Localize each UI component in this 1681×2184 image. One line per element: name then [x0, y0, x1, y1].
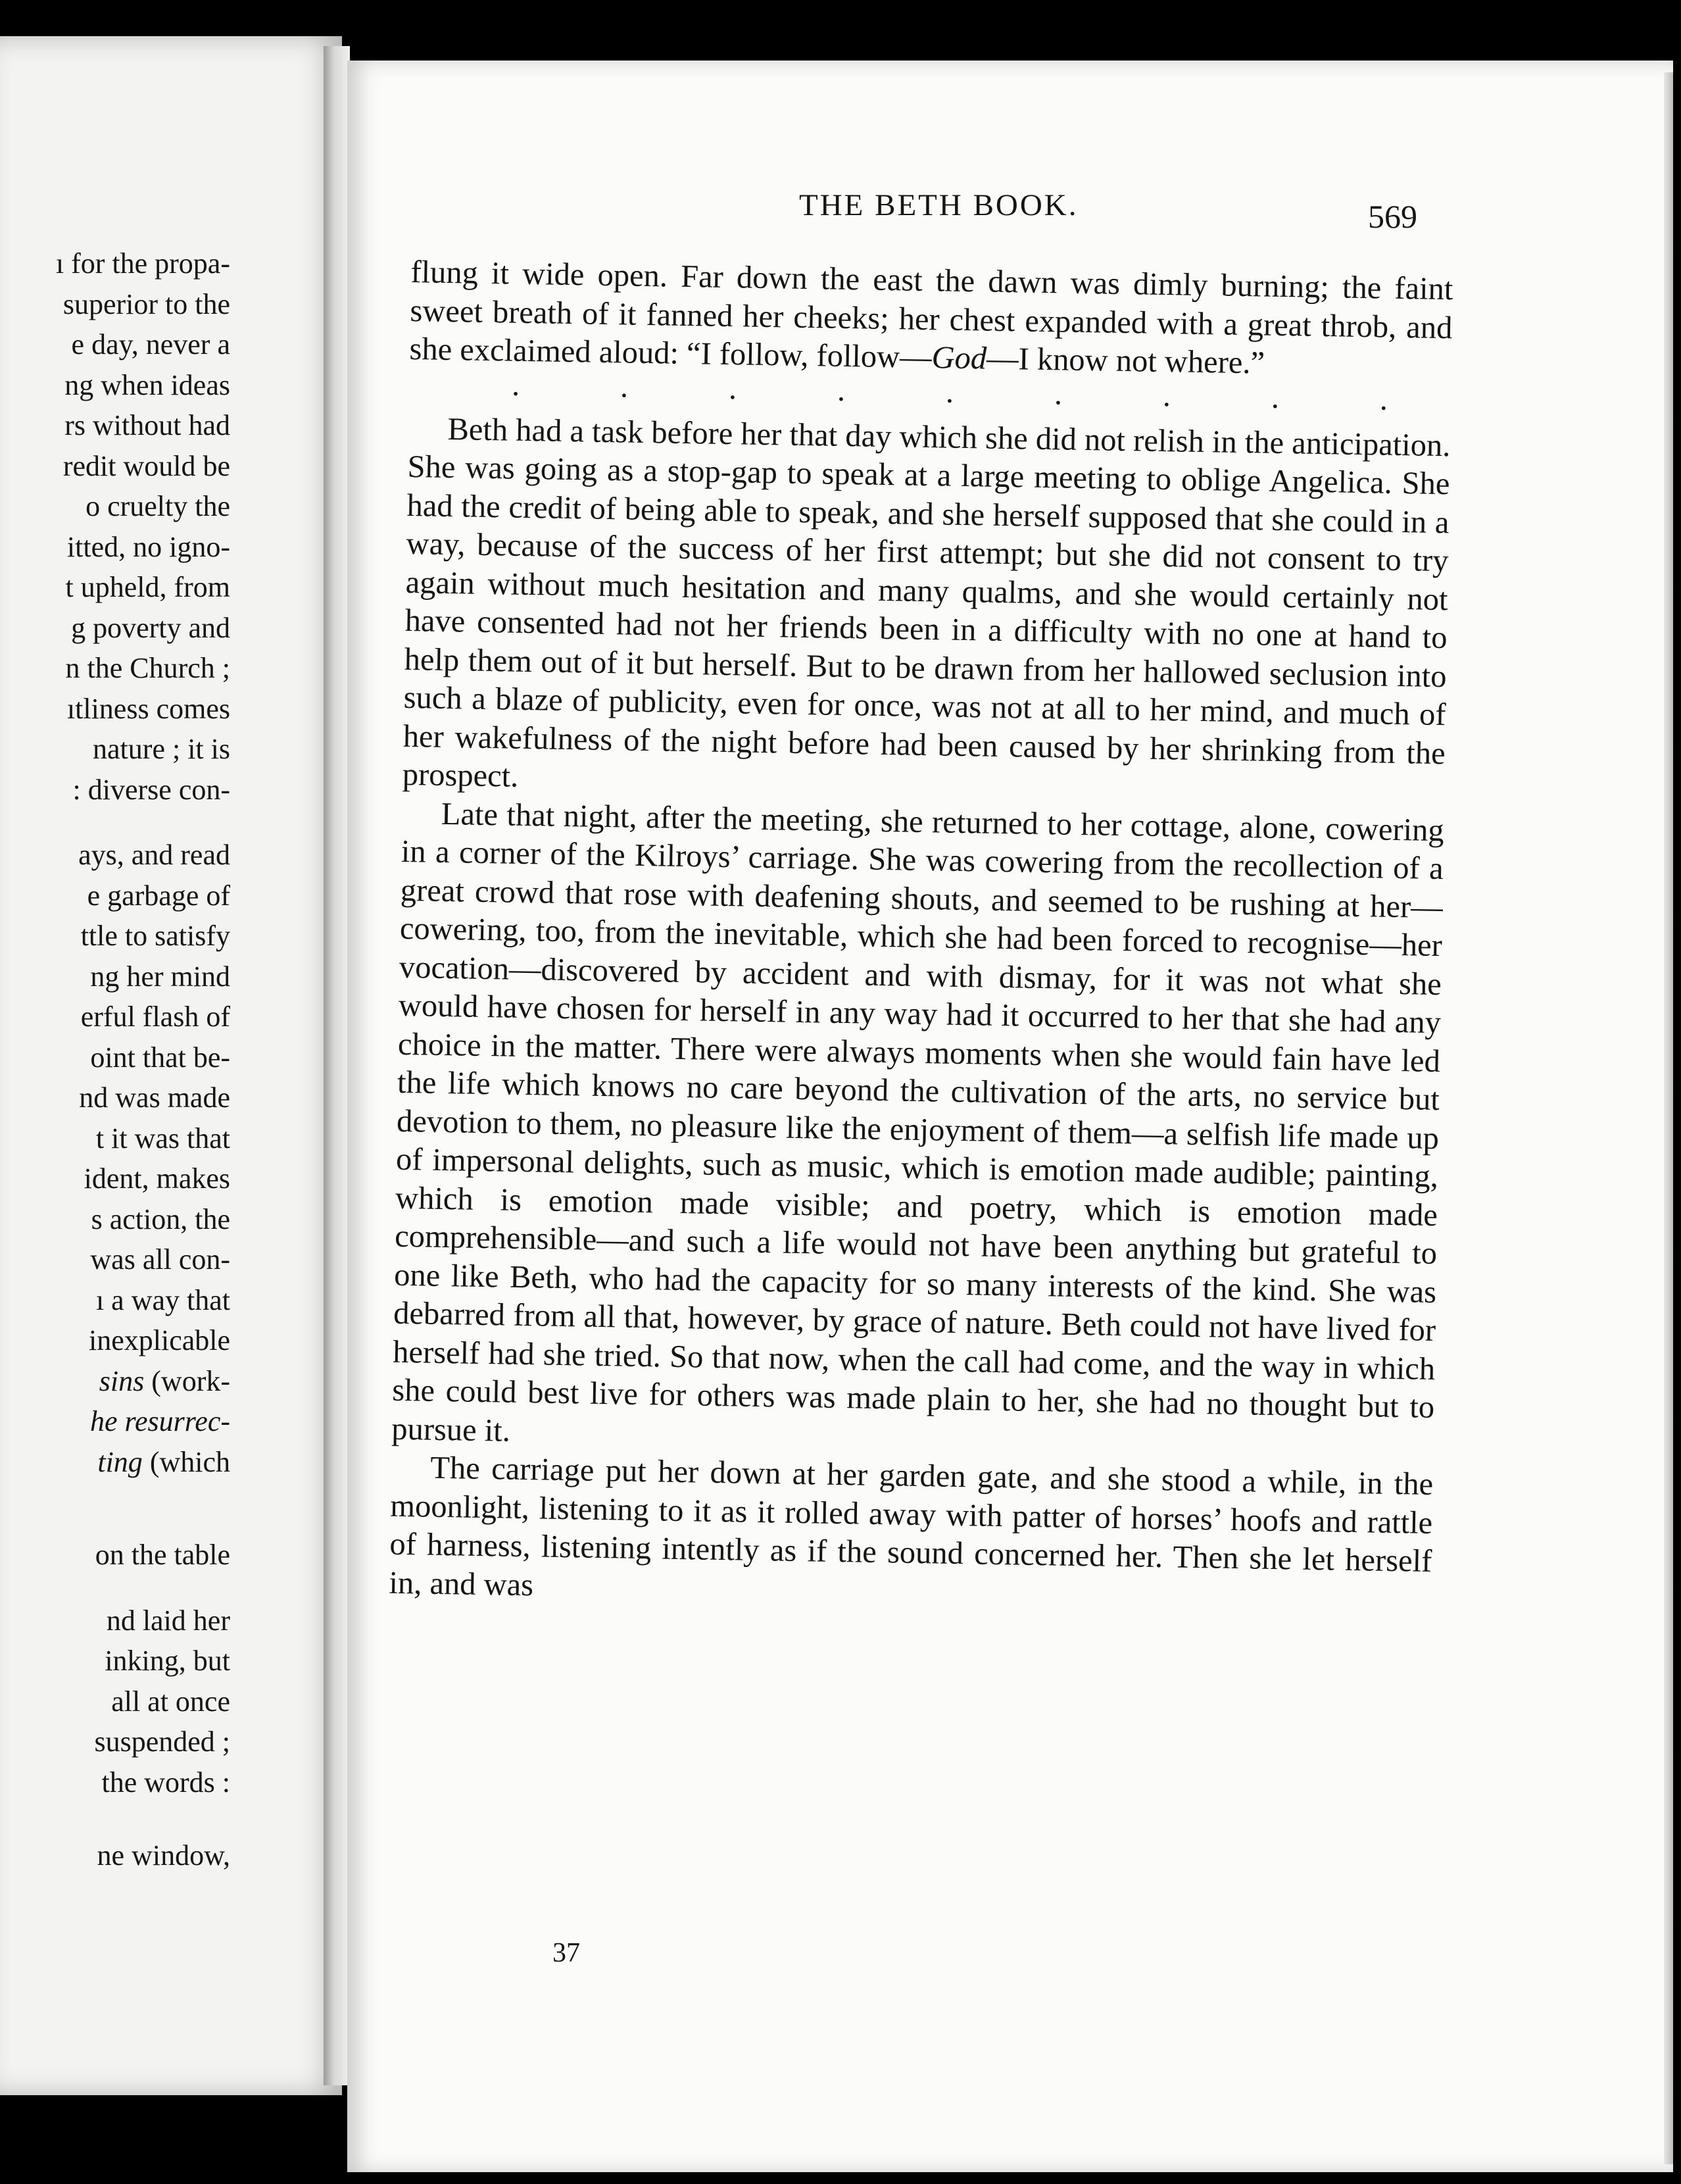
break-dot: . [945, 374, 954, 410]
left-line: inexplicable [88, 1324, 230, 1356]
paragraph-1-italic: God [931, 340, 987, 376]
break-dot: . [620, 368, 629, 404]
left-line: ting (which [97, 1445, 230, 1478]
left-line: nd was made [79, 1081, 230, 1114]
italic-word: sins [99, 1364, 145, 1397]
left-line: ı a way that [95, 1283, 230, 1316]
left-line: t it was that [95, 1122, 230, 1154]
left-line: erful flash of [80, 1001, 230, 1033]
left-line: t upheld, from [65, 571, 230, 603]
left-line: itted, no igno- [66, 530, 230, 563]
left-line [0, 1401, 230, 1442]
book-gutter [324, 46, 350, 2085]
break-dot: . [511, 367, 520, 403]
break-dot: . [837, 372, 846, 408]
left-line: all at once [111, 1685, 230, 1718]
left-line: ne window, [97, 1839, 230, 1872]
left-line: on the table [95, 1539, 230, 1571]
break-dot: . [1379, 381, 1388, 417]
left-line: inking, but [105, 1645, 230, 1677]
paragraph-gap [0, 810, 230, 835]
left-line: g poverty and [71, 611, 230, 644]
page-number: 569 [1368, 198, 1417, 235]
left-line: rs without had [64, 409, 230, 441]
left-line: : diverse con- [72, 773, 230, 806]
left-line: oint that be- [90, 1041, 230, 1074]
paragraph-1-tail: —I know not where.” [986, 341, 1265, 381]
italic-word: ting [97, 1445, 143, 1478]
signature-mark: 37 [552, 1938, 580, 1968]
page-edge [1664, 72, 1673, 2164]
paragraph-4: The carriage put her down at her garden gate, and she stood a while, in the moonlight, listening to it as it rolled away with patter of horses’ hoofs and rattle of harness, listening intently as if the sound concerned her. Then she let herself in, and was [389, 1450, 1434, 1602]
paragraph-gap [0, 1482, 230, 1535]
paragraph-gap [0, 1576, 230, 1601]
left-line: ng her mind [90, 960, 230, 993]
left-line: ı for the propa- [55, 247, 230, 280]
left-line: s action, the [91, 1203, 230, 1235]
left-line: the words : [101, 1766, 230, 1799]
left-line: suspended ; [94, 1725, 230, 1758]
italic-word: he resurrec- [90, 1405, 230, 1437]
left-line: sins (work- [99, 1364, 230, 1397]
paragraph-2: Beth had a task before her that day which she did not relish in the anticipation. She was going as a stop-gap to speak at a large meeting to oblige Angelica. She had the credit of being able to speak, and she herself supposed that she could in a way, because of the success of her first attempt; but she did not consent to try again without much hesitation and many qualms, and she would certainly not have consented had not her friends been in a difficulty with no one at hand to help them out of it but herself. But to be drawn from her hallowed seclusion into such a blaze of publicity, even for once, was not at all to her mind, and much of her wakefulness of the night before had been caused by her shrinking from the prospect. [402, 411, 1451, 794]
left-line: ident, makes [84, 1162, 230, 1195]
left-line: ttle to satisfy [80, 920, 230, 952]
running-head: THE BETH BOOK. [799, 188, 1079, 222]
left-line: nature ; it is [93, 733, 230, 765]
left-line: ng when ideas [64, 368, 230, 401]
body-text [389, 253, 1453, 1620]
left-line: e day, never a [71, 328, 230, 360]
left-line: o cruelty the [85, 490, 230, 522]
break-dot: . [1054, 376, 1063, 411]
left-line: nd laid her [106, 1604, 230, 1637]
left-page [0, 36, 342, 2095]
left-page-text [0, 243, 230, 1876]
paragraph-gap [0, 1802, 230, 1835]
break-dot: . [1162, 378, 1171, 413]
break-dot: . [1271, 380, 1280, 415]
paragraph-1 [409, 253, 1453, 386]
left-line: e garbage of [87, 879, 230, 912]
left-line: was all con- [90, 1243, 230, 1276]
left-line: n the Church ; [65, 652, 230, 684]
left-line: superior to the [62, 287, 230, 320]
paragraph-3: Late that night, after the meeting, she returned to her cottage, alone, cowering in a corner of the Kilroys’ carriage. She was cowering from the recollection of a great crowd that rose with deafening shouts, and seemed to be rushing at her—cowering, too, from the inevitable, which she had been forced to recognise—her vocation—discovered by accident and with dismay, for it was not what she would have chosen for herself in any way had it occurred to her that she had any choice in the matter. There were always moments when she would fain have led the life which knows no care beyond the cultivation of the arts, no service but devotion to them, no pleasure like the enjoyment of them—a selfish life made up of impersonal delights, such as music, which is emotion made audible; painting, which is emotion made visible; and poetry, which is emotion made comprehensible—and such a life would not have been anything but grateful to one like Beth, who had the capacity for so many interests of the kind. She was debarred from all that, however, by grace of nature. Beth could not have lived for herself had she tried. So that now, when the call had come, and the way in which she could best live for others was made plain to her, she had no thought but to pursue it. [391, 796, 1445, 1449]
break-dot: . [728, 370, 737, 406]
left-line: ays, and read [78, 839, 230, 871]
left-line: redit would be [62, 449, 230, 482]
left-line: ıtliness comes [66, 692, 230, 725]
paragraph-1-lead: flung it wide open. Far down the east the dawn was dimly burning; the faint sweet breath of it fanned her cheeks; her chest expanded with a great throb, and she exclaimed aloud: “I follow, follow— [409, 254, 1453, 376]
